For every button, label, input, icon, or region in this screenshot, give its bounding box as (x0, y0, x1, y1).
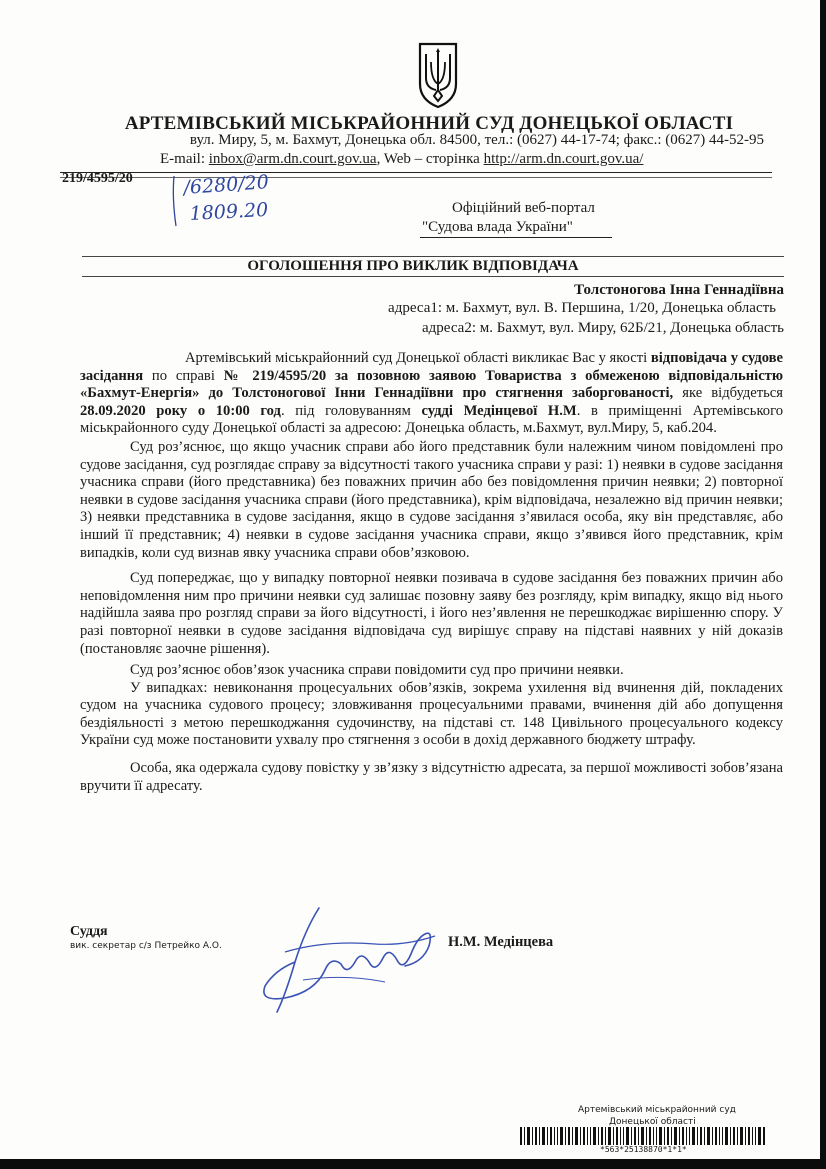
judge-name: Н.М. Медінцева (448, 934, 554, 950)
stamp-court-name: Артемівський міськрайонний суд (578, 1105, 736, 1115)
stamp-region: Донецької області (609, 1117, 696, 1127)
recipient-line-1: Офіційний веб-портал (452, 200, 595, 216)
handwritten-line-2: 1809.20 (189, 198, 269, 225)
notice-title: ОГОЛОШЕННЯ ПРО ВИКЛИК ВІДПОВІДАЧА (247, 258, 579, 274)
email-link[interactable]: inbox@arm.dn.court.gov.ua (208, 151, 377, 167)
title-rule-bottom (82, 276, 784, 277)
trident-emblem-icon (414, 40, 462, 110)
web-link[interactable]: http://arm.dn.court.gov.ua/ (483, 151, 644, 167)
contact-line (160, 151, 643, 168)
paragraph-duty: Суд роз’яснює обов’язок учасника справи повідомити суд про причини неявки. (130, 662, 624, 679)
respondent-name: Толстоногова Інна Геннадіївна (574, 282, 784, 298)
title-rule-top (82, 256, 784, 257)
email-prefix: E-mail: (160, 151, 209, 167)
respondent-address-2: адреса2: м. Бахмут, вул. Миру, 62Б/21, Донецька область (422, 320, 784, 336)
case-number: 219/4595/20 (62, 171, 133, 186)
header-rule (60, 172, 772, 173)
paragraph-penalties: У випадках: невиконання процесуальних обов’язків, зокрема ухилення від вчинення дій, покладених судом на учасника судового процесу; зловживання процесуальними правами, вчинення дій або допущення бездіяльності з метою перешкоджання судочинству, на підставі ст. 148 Цивільного процесуального кодексу України суд може постановити ухвалу про стягнення з особи в дохід державного бюджету штрафу. (80, 679, 783, 749)
notice-body (80, 350, 783, 795)
handwritten-registration-note (168, 168, 288, 232)
paragraph-summons: Артемівський міськрайонний суд Донецької області викликає Вас у якості відповідача у судове засідання по справі № 219/4595/20 за позовною заявою Товариства з обмеженою відповідальністю «Бахмут-Енергія» до Толстоногової Інни Геннадіївни про стягнення заборгованості, яке відбудеться 28.09.2020 року о 10:00 год. під головуванням судді Медінцевої Н.М. в приміщенні Артемівського міськрайонного суду Донецької області за адресою: Донецька область, м.Бахмут, вул.Миру, 5, каб.204. (80, 350, 784, 437)
scan-edge-right (820, 0, 826, 1169)
secretary-label: вик. секретар с/з Петрейко А.О. (70, 941, 222, 951)
judge-label: Суддя (70, 924, 108, 939)
recipient-underline (420, 237, 612, 238)
recipient-line-2: "Судова влада України" (422, 219, 573, 235)
handwritten-signature (255, 900, 445, 1020)
court-address: вул. Миру, 5, м. Бахмут, Донецька обл. 84500, тел.: (0627) 44-17-74; факс.: (0627) 44-52-95 (189, 132, 764, 148)
paragraph-delivery: Особа, яка одержала судову повістку у зв’язку з відсутністю адресата, за першої можливості зобов’язана вручити її адресату. (80, 760, 783, 794)
scan-edge-bottom (0, 1159, 826, 1169)
barcode-number: *563*25138870*1*1* (600, 1145, 687, 1154)
web-prefix: , Web – сторінка (376, 151, 484, 167)
barcode-icon (520, 1127, 766, 1145)
court-name: АРТЕМІВСЬКИЙ МІСЬКРАЙОННИЙ СУД ДОНЕЦЬКОЇ ОБЛАСТІ (124, 113, 734, 134)
respondent-address-1: адреса1: м. Бахмут, вул. В. Першина, 1/20, Донецька область (388, 300, 776, 316)
paragraph-absence-rules: Суд роз’яснює, що якщо учасник справи або його представник були належним чином повідомлені про судове засідання, суд розглядає справу за відсутності такого учасника справи у разі: 1) неявки в судове засідання учасника справи (його представника) без поважних причин або без повідомлення причин неявки; 2) повторної неявки в судове засідання учасника справи (його представника), крім відповідача, незалежно від причин неявки; 3) неявки представника в судове засідання, якщо в судове засідання з’явилася особа, яку він представляє, або інший її представник; 4) неявки в судове засідання учасника справи, якщо з’явився його представник, крім випадків, коли суд визнав явку учасника справи обов’язковою. (80, 438, 783, 561)
paragraph-warning: Суд попереджає, що у випадку повторної неявки позивача в судове засідання без поважних причин або неповідомлення ним про причини неявки суд залишає позовну заяву без розгляду, крім випадку, якщо від нього надійшла заява про розгляд справи за його відсутності, і його нез’явлення не перешкоджає вирішенню спору. У разі повторної неявки в судове засідання відповідача суд вирішує справу на підставі наявних у ній доказів (постановляє заочне рішення). (80, 570, 783, 657)
header-rule-thin (60, 177, 772, 178)
handwritten-line-1: /6280/20 (182, 171, 270, 199)
